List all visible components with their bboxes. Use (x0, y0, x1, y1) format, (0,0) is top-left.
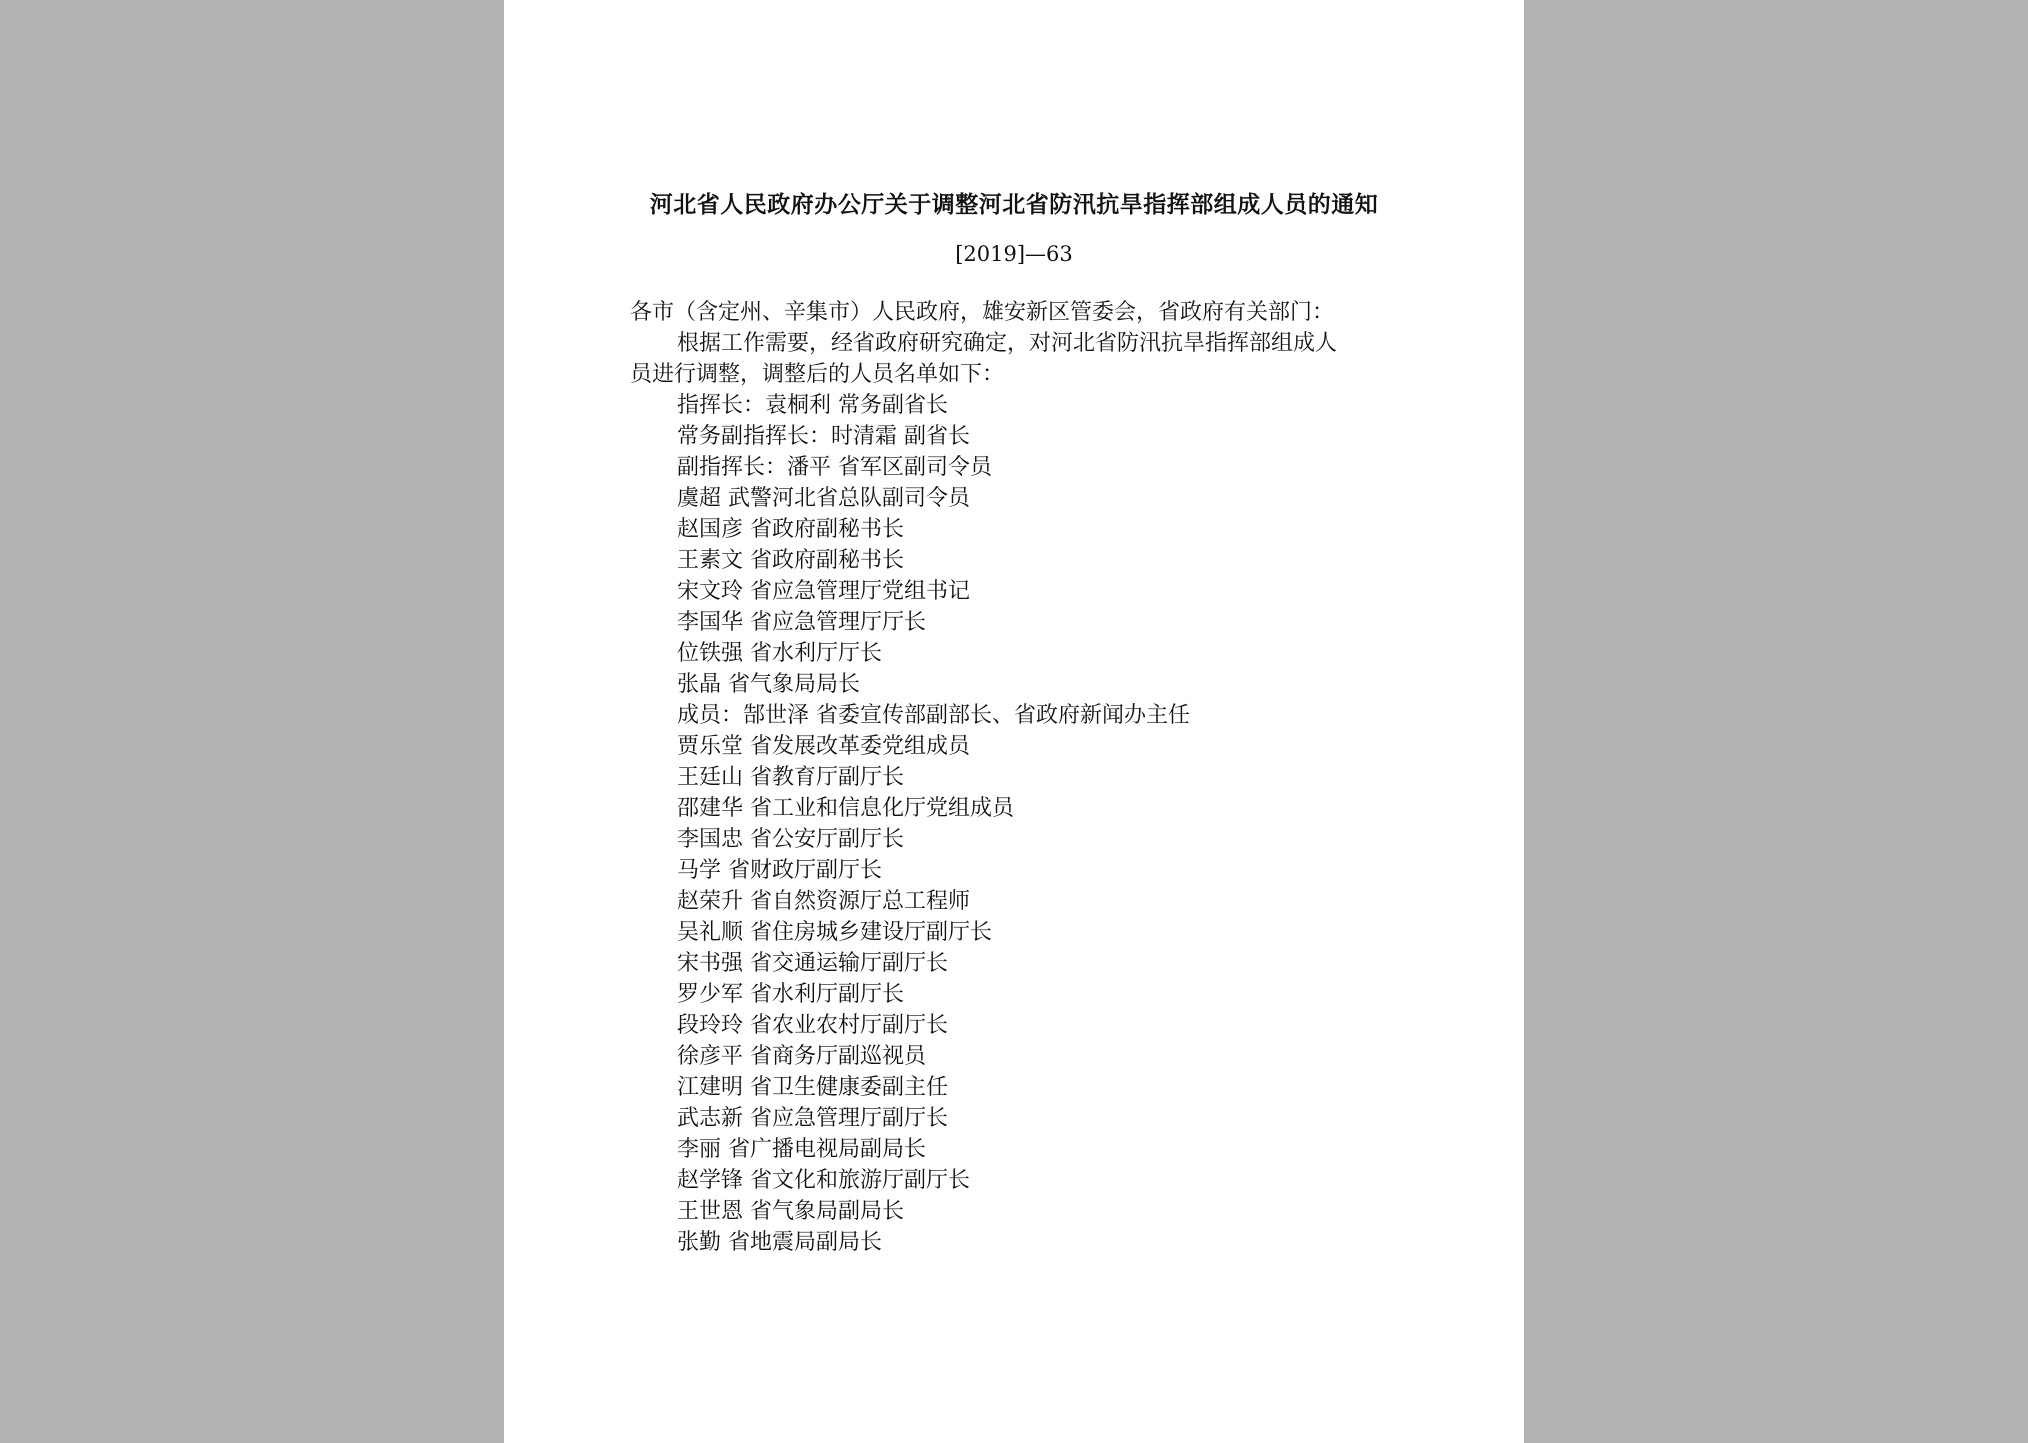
member-line: 赵国彦 省政府副秘书长 (677, 517, 904, 542)
member-line: 李国忠 省公安厅副厅长 (677, 827, 904, 852)
member-line: 张勤 省地震局副局长 (677, 1230, 882, 1255)
document-page (504, 0, 1524, 1443)
member-line: 李丽 省广播电视局副局长 (677, 1137, 926, 1162)
intro-line: 根据工作需要，经省政府研究确定，对河北省防汛抗旱指挥部组成人 (677, 331, 1338, 356)
document-body (630, 297, 1410, 1258)
member-line: 成员：郜世泽 省委宣传部副部长、省政府新闻办主任 (677, 703, 1190, 728)
member-line: 武志新 省应急管理厅副厅长 (677, 1106, 948, 1131)
member-line: 宋文玲 省应急管理厅党组书记 (677, 579, 970, 604)
member-line: 江建明 省卫生健康委副主任 (677, 1075, 948, 1100)
member-line: 邵建华 省工业和信息化厅党组成员 (677, 796, 1014, 821)
document-number: [2019]—63 (955, 242, 1073, 266)
member-line: 段玲玲 省农业农村厅副厅长 (677, 1013, 948, 1038)
member-line: 宋书强 省交通运输厅副厅长 (677, 951, 948, 976)
member-line: 张晶 省气象局局长 (677, 672, 860, 697)
member-line: 王素文 省政府副秘书长 (677, 548, 904, 573)
member-line: 指挥长：袁桐利 常务副省长 (677, 393, 948, 418)
member-line: 李国华 省应急管理厅厅长 (677, 610, 926, 635)
member-line: 贾乐堂 省发展改革委党组成员 (677, 734, 970, 759)
member-line: 位铁强 省水利厅厅长 (677, 641, 882, 666)
member-line: 吴礼顺 省住房城乡建设厅副厅长 (677, 920, 992, 945)
member-line: 罗少军 省水利厅副厅长 (677, 982, 904, 1007)
member-line: 虞超 武警河北省总队副司令员 (677, 486, 970, 511)
member-line: 徐彦平 省商务厅副巡视员 (677, 1044, 926, 1069)
member-line: 赵学锋 省文化和旅游厅副厅长 (677, 1168, 970, 1193)
member-line: 马学 省财政厅副厅长 (677, 858, 882, 883)
document-title: 河北省人民政府办公厅关于调整河北省防汛抗旱指挥部组成人员的通知 (649, 191, 1379, 218)
member-line: 常务副指挥长：时清霜 副省长 (677, 424, 970, 449)
addressee-line: 各市（含定州、辛集市）人民政府，雄安新区管委会，省政府有关部门： (630, 300, 1335, 325)
member-line: 赵荣升 省自然资源厅总工程师 (677, 889, 970, 914)
member-line: 王世恩 省气象局副局长 (677, 1199, 904, 1224)
member-line: 副指挥长：潘平 省军区副司令员 (677, 455, 992, 480)
intro-line-continued: 员进行调整，调整后的人员名单如下： (630, 362, 1005, 387)
member-line: 王廷山 省教育厅副厅长 (677, 765, 904, 790)
